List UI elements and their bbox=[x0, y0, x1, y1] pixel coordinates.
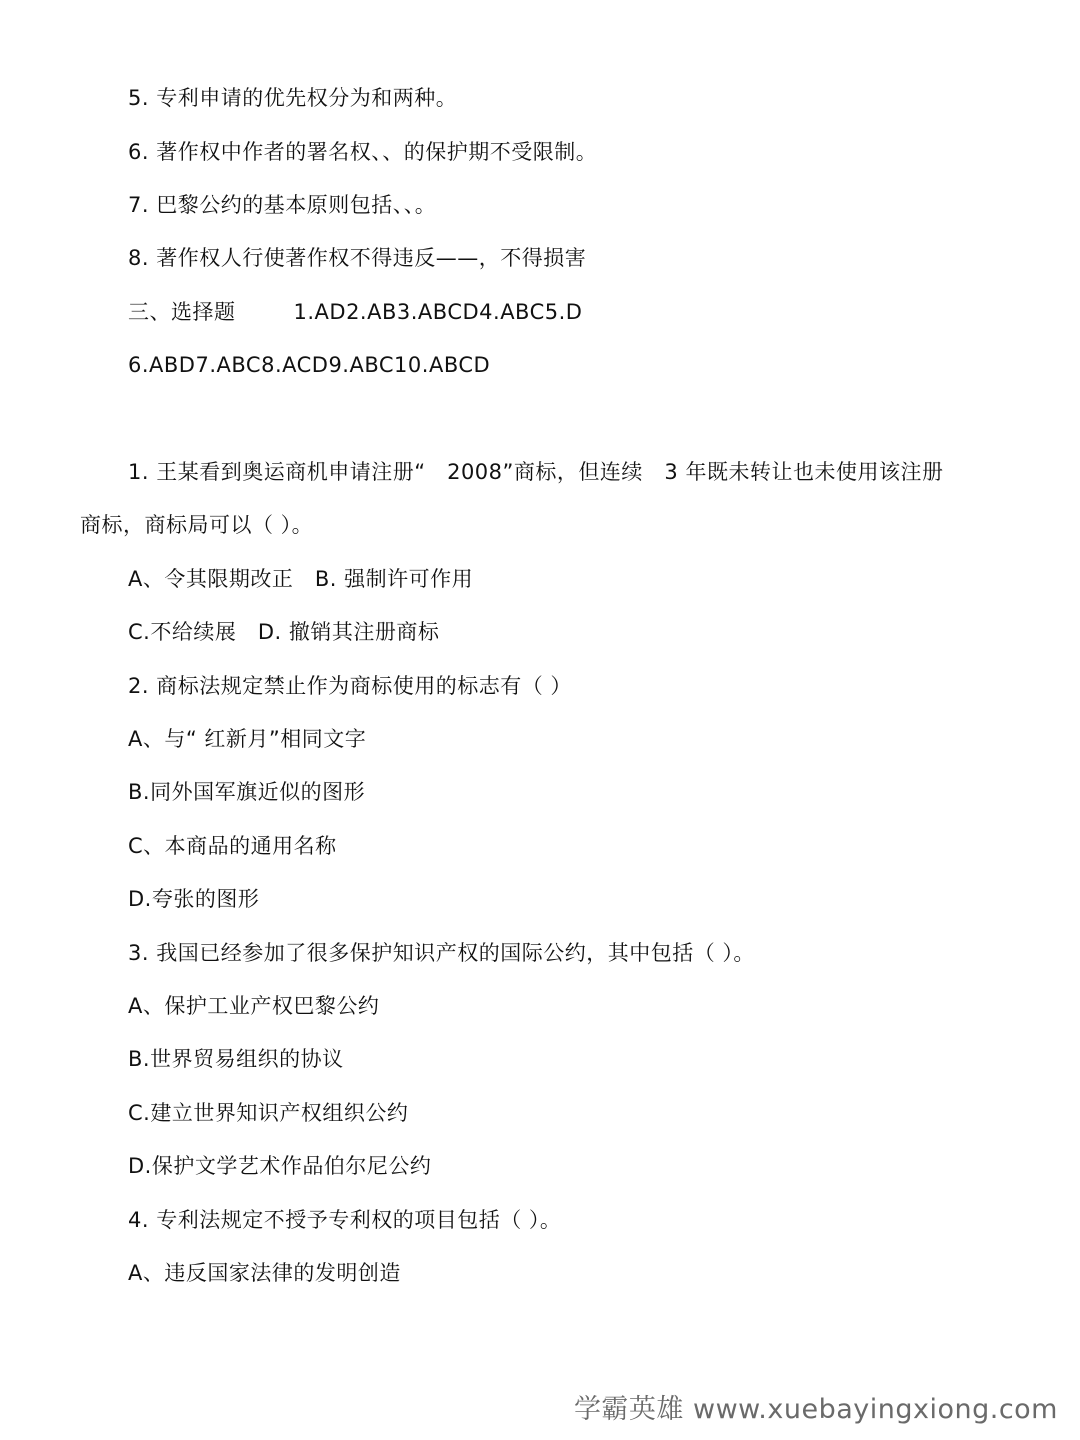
question-2-option: B.同外国军旗近似的图形 bbox=[128, 780, 366, 804]
site-watermark: 学霸英雄 www.xuebayingxiong.com bbox=[573, 1394, 1058, 1425]
question-1-stem: 1. 王某看到奥运商机申请注册“ 2008”商标，但连续 3 年既未转让也未使用该注册 bbox=[128, 460, 944, 484]
question-1-option: A、令其限期改正 B. 强制许可作用 bbox=[128, 567, 474, 591]
question-3-option: B.世界贸易组织的协议 bbox=[128, 1047, 344, 1071]
question-1-stem-cont: 商标，商标局可以（ ）。 bbox=[80, 513, 314, 537]
question-2-option: A、与“ 红新月”相同文字 bbox=[128, 727, 367, 751]
question-2-stem: 2. 商标法规定禁止作为商标使用的标志有（ ） bbox=[128, 674, 572, 698]
question-4-option: A、违反国家法律的发明创造 bbox=[128, 1261, 401, 1285]
question-3-option: A、保护工业产权巴黎公约 bbox=[128, 994, 380, 1018]
question-2-option: D.夸张的图形 bbox=[128, 887, 260, 911]
answers-label: 三、选择题 bbox=[128, 300, 236, 324]
question-2-option: C、本商品的通用名称 bbox=[128, 834, 337, 858]
answers-line-1 bbox=[128, 297, 582, 327]
answers-values-1: 1.AD2.AB3.ABCD4.ABC5.D bbox=[293, 300, 583, 324]
fill-blank-7: 7. 巴黎公约的基本原则包括、、。 bbox=[128, 193, 437, 217]
fill-blank-5: 5. 专利申请的优先权分为和两种。 bbox=[128, 86, 458, 110]
question-1-option: C.不给续展 D. 撤销其注册商标 bbox=[128, 620, 440, 644]
question-4-stem: 4. 专利法规定不授予专利权的项目包括（ ）。 bbox=[128, 1208, 562, 1232]
answers-line-2: 6.ABD7.ABC8.ACD9.ABC10.ABCD bbox=[128, 353, 491, 377]
question-3-option: D.保护文学艺术作品伯尔尼公约 bbox=[128, 1154, 432, 1178]
fill-blank-6: 6. 著作权中作者的署名权、、的保护期不受限制。 bbox=[128, 140, 598, 164]
fill-blank-8: 8. 著作权人行使著作权不得违反——，不得损害 bbox=[128, 246, 587, 270]
question-3-option: C.建立世界知识产权组织公约 bbox=[128, 1101, 409, 1125]
question-3-stem: 3. 我国已经参加了很多保护知识产权的国际公约，其中包括（ ）。 bbox=[128, 941, 755, 965]
